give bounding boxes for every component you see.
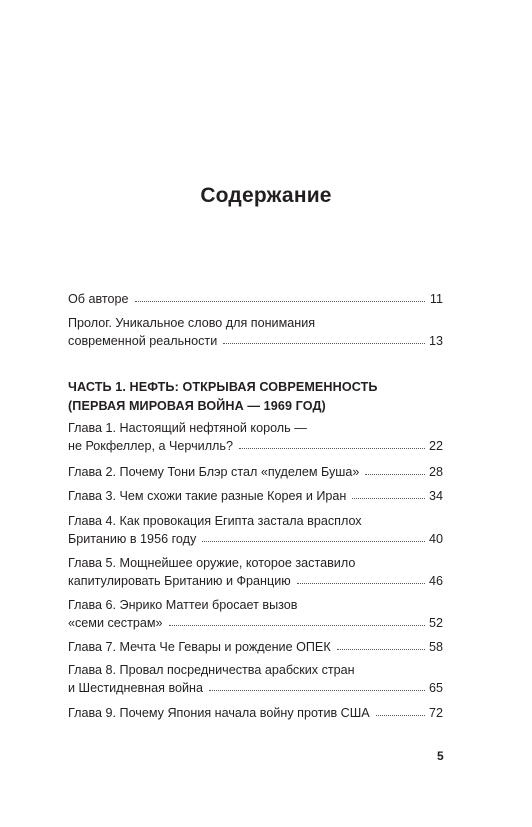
- dot-leader: [209, 678, 425, 691]
- toc-entry-title-line2: Британию в 1956 году: [68, 532, 197, 546]
- toc-entry-title: Глава 2. Почему Тони Блэр стал «пуделем Буша»: [68, 465, 360, 479]
- toc-page-number: 11: [429, 292, 443, 306]
- dot-leader: [135, 289, 425, 302]
- part-1-heading: [68, 378, 443, 416]
- toc-entry-title-line2: капитулировать Британию и Францию: [68, 574, 291, 588]
- toc-page-number: 28: [428, 465, 443, 479]
- page-title: Содержание: [200, 184, 332, 207]
- toc-entry-chapter-7[interactable]: [68, 638, 443, 656]
- toc-entry-title-line2: и Шестидневная война: [68, 681, 204, 695]
- toc-page-number: 52: [428, 616, 443, 630]
- toc-entry-title-line2: современной реальности: [68, 334, 218, 348]
- toc-page-number: 58: [428, 640, 443, 654]
- dot-leader: [376, 703, 425, 716]
- toc-entry-title: Глава 7. Мечта Че Гевары и рождение ОПЕК: [68, 640, 331, 654]
- toc-page-number: 13: [428, 334, 443, 348]
- toc-entry-chapter-9[interactable]: [68, 704, 443, 722]
- part-heading-line2: (ПЕРВАЯ МИРОВАЯ ВОЙНА — 1969 ГОД): [68, 399, 326, 413]
- toc-entry-about-author[interactable]: [68, 290, 443, 308]
- page-number: 5: [437, 749, 444, 763]
- dot-leader: [337, 637, 425, 650]
- toc-entry-title-line2: не Рокфеллер, а Черчилль?: [68, 439, 233, 453]
- part-heading-line1: ЧАСТЬ 1. НЕФТЬ: ОТКРЫВАЯ СОВРЕМЕННОСТЬ: [68, 380, 378, 394]
- toc-entry-chapter-2[interactable]: [68, 463, 443, 481]
- toc-entry-title-line1: Глава 5. Мощнейшее оружие, которое заставило: [68, 556, 356, 570]
- toc-entry-chapter-4[interactable]: [68, 512, 443, 548]
- dot-leader: [352, 486, 425, 499]
- dot-leader: [365, 462, 425, 475]
- toc-entry-title: Глава 3. Чем схожи такие разные Корея и Иран: [68, 489, 347, 503]
- toc-entry-chapter-3[interactable]: [68, 487, 443, 505]
- toc-entry-title-line1: Пролог. Уникальное слово для понимания: [68, 316, 316, 330]
- toc-entry-prologue[interactable]: [68, 314, 443, 350]
- toc-entry-chapter-6[interactable]: [68, 596, 443, 632]
- toc-page-number: 65: [428, 681, 443, 695]
- dot-leader: [297, 571, 425, 584]
- dot-leader: [169, 613, 425, 626]
- toc-entry-chapter-1[interactable]: [68, 419, 443, 455]
- toc-page-number: 46: [428, 574, 443, 588]
- toc-entry-title-line2: «семи сестрам»: [68, 616, 163, 630]
- toc-entry-title-line1: Глава 8. Провал посредничества арабских стран: [68, 663, 355, 677]
- dot-leader: [223, 331, 425, 344]
- toc-page-number: 40: [428, 532, 443, 546]
- toc-page-number: 34: [428, 489, 443, 503]
- toc-entry-chapter-8[interactable]: [68, 661, 443, 697]
- toc-entry-title-line1: Глава 6. Энрико Маттеи бросает вызов: [68, 598, 298, 612]
- toc-entry-title-line1: Глава 1. Настоящий нефтяной король —: [68, 421, 307, 435]
- toc-entry-chapter-5[interactable]: [68, 554, 443, 590]
- toc-entry-title: Об авторе: [68, 292, 129, 306]
- toc-page-number: 22: [428, 439, 443, 453]
- toc-entry-title-line1: Глава 4. Как провокация Египта застала врасплох: [68, 514, 362, 528]
- toc-entry-title: Глава 9. Почему Япония начала войну против США: [68, 706, 370, 720]
- toc-page-number: 72: [428, 706, 443, 720]
- dot-leader: [239, 436, 425, 449]
- dot-leader: [202, 529, 425, 542]
